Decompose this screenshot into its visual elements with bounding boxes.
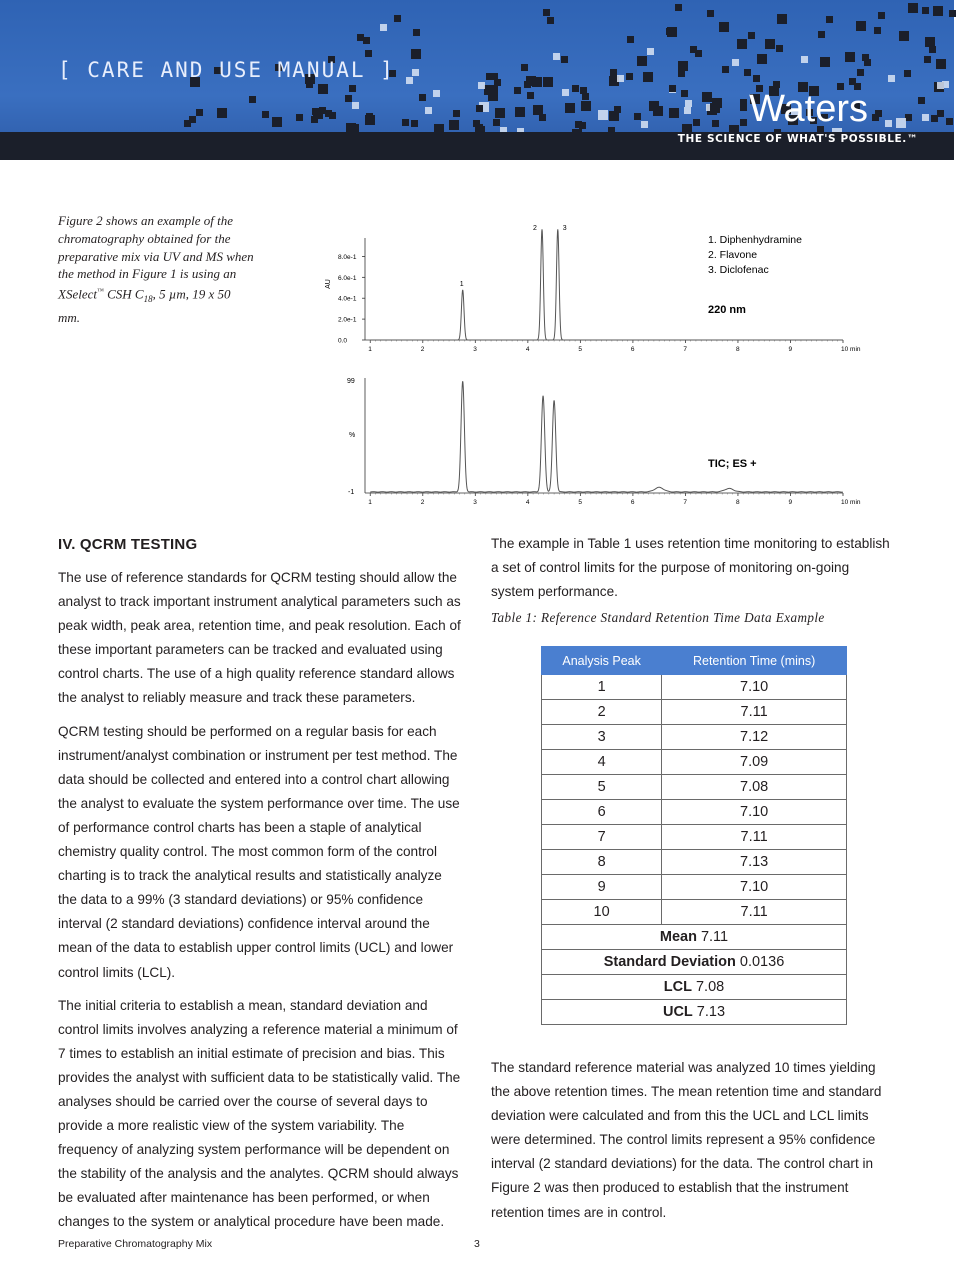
legend-item-3: 3. Diclofenac [708,264,769,276]
table-header-retention: Retention Time (mins) [662,647,847,675]
left-column [58,566,462,1244]
x-tick-label: 5 [578,499,582,506]
x-tick-label: 4 [525,346,530,353]
table-row [542,725,847,750]
peak-number-cell: 8 [542,850,662,875]
legend-item-2: 2. Flavone [708,249,758,261]
x-tick-label: 3 [473,346,477,353]
paragraph-3: The initial criteria to establish a mean, standard deviation and control limits involves analyzing a reference material a minimum of 7 times to establish an initial estimate of precision and bias. This provides the analyst with sufficient data to be statistically valid. The analyses should be carried over the course of several days to provide a more realistic view of the system variability. The frequency of analyzing system performance will be dependent on the stability of the analysis and the analytes. QCRM should always be evaluated after maintenance has been performed, or when changes to the system or analytical procedure have been made. [58,997,461,1230]
retention-time-cell: 7.10 [662,875,847,900]
peak-number-cell: 6 [542,800,662,825]
y-tick-label: 0.0 [338,337,348,345]
right-outro: The standard reference material was analyzed 10 times yielding the above retention times. The mean retention time and standard deviation were calculated and from this the UCL and LCL limits were determined. The control limits represent a 95% confidence interval (2 standard deviations) for the data. The control chart in Figure 2 was then produced to establish that the instrument retention times are in control. [491,1060,882,1220]
x-tick-label: 8 [735,499,740,506]
figure-caption: Figure 2 shows an example of the chromatography obtained for the preparative mix via UV and MS when the method in Figure 1 is using an XSelect™ CSH $C_{18}$, 5 µm, 19 x 50 mm. [58,213,254,325]
retention-time-cell: 7.11 [662,700,847,725]
peak-number-cell: 1 [542,675,662,700]
peak-label: 3 [562,225,567,232]
x-tick-label: 2 [420,499,425,506]
x-tick-label: 7 [683,346,688,353]
uv-panel [325,225,861,353]
table-row [542,900,847,925]
waters-logo: Waters [749,88,868,130]
table-row [542,775,847,800]
stat-value: 7.13 [692,1004,726,1020]
stat-cell [542,1000,847,1025]
stat-cell [542,925,847,950]
peak-number-cell: 2 [542,700,662,725]
x-tick-label: 6 [630,499,635,506]
x-tick-label: 8 [735,346,740,353]
table-row [542,825,847,850]
y-tick-label: 4.0e-1 [338,295,357,303]
x-tick-label: 5 [578,346,582,353]
legend-item-1: 1. Diphenhydramine [708,234,802,246]
retention-time-cell: 7.13 [662,850,847,875]
ms-ytick-top: 99 [347,378,355,385]
x-tick-label: 3 [473,499,477,506]
stat-label: UCL [662,1004,693,1020]
x-tick-label: 6 [630,346,635,353]
table-row [542,875,847,900]
retention-time-cell: 7.11 [662,825,847,850]
stat-cell [542,950,847,975]
section-title: IV. QCRM TESTING [58,536,198,553]
brand-tagline: THE SCIENCE OF WHAT'S POSSIBLE.™ [677,133,918,145]
ms-ytick-bottom: -1 [348,489,355,496]
right-intro: The example in Table 1 uses retention time monitoring to establish a set of control limits for the purpose of monitoring on-going system performance. [491,536,890,600]
chromatogram-svg [318,218,861,508]
table-caption: Table 1: Reference Standard Retention Time Data Example [491,610,825,625]
stat-cell [542,975,847,1000]
uv-title: 220 nm [708,304,746,316]
retention-time-table [541,646,847,1025]
ms-panel [347,378,861,506]
ms-trace-line [370,381,842,492]
peak-number-cell: 5 [542,775,662,800]
table-row [542,750,847,775]
x-tick-label: 10 min [841,499,861,506]
table-stat-row [542,975,847,1000]
footer-doc-title: Preparative Chromatography Mix [58,1238,213,1250]
x-tick-label: 9 [788,499,793,506]
paragraph-1: The use of reference standards for QCRM testing should allow the analyst to track important instrument analytical parameters such as peak width, peak area, retention time, and peak resolution. Each of these important parameters can be tracked and evaluated using control charts. The use of a high quality reference standard allows the analyst to reliably measure and track these parameters. [58,570,461,706]
table-stat-row [542,925,847,950]
header-banner [0,0,954,160]
stat-label: LCL [663,979,692,995]
peak-number-cell: 7 [542,825,662,850]
retention-time-cell: 7.09 [662,750,847,775]
table-header-peak: Analysis Peak [542,647,662,675]
uv-ylabel: AU [325,279,332,289]
x-tick-label: 7 [683,499,688,506]
ms-title: TIC; ES + [708,458,757,470]
table-stat-row [542,1000,847,1025]
retention-time-cell: 7.12 [662,725,847,750]
stat-value: 7.08 [691,979,725,995]
table-row [542,850,847,875]
stat-value: 7.11 [696,929,729,945]
x-tick-label: 4 [525,499,530,506]
peak-label: 1 [459,280,464,288]
x-tick-label: 10 min [841,346,861,353]
retention-time-cell: 7.10 [662,675,847,700]
peak-number-cell: 10 [542,900,662,925]
y-tick-label: 2.0e-1 [338,316,357,324]
manual-title: [ CARE AND USE MANUAL ] [58,58,395,82]
stat-label: Mean [659,929,697,945]
peak-label: 2 [533,225,537,232]
y-tick-label: 8.0e-1 [338,253,357,261]
page-number: 3 [474,1238,480,1250]
table-row [542,700,847,725]
x-tick-label: 1 [368,346,372,353]
paragraph-2: QCRM testing should be performed on a regular basis for each instrument/analyst combination or instrument per test method. The data should be collected and entered into a control chart allowing the analyst to evaluate the system performance over time. The use of performance control charts has been a staple of analytical chemistry quality control. The most common form of the control charting is to track the analytical results and statistically analyze the data to a 99% (3 standard deviations) or 95% confidence interval (2 standard deviations) confidence interval around the mean of the data to establish upper control limits (UCL) and lower control limits (LCL). [58,723,460,980]
x-tick-label: 1 [368,499,372,506]
peak-number-cell: 9 [542,875,662,900]
table-row [542,675,847,700]
stat-value: 0.0136 [735,954,785,970]
y-tick-label: 6.0e-1 [338,274,357,282]
retention-time-cell: 7.10 [662,800,847,825]
peak-number-cell: 3 [542,725,662,750]
peak-number-cell: 4 [542,750,662,775]
retention-time-cell: 7.08 [662,775,847,800]
ms-ylabel: % [349,432,356,439]
chromatogram-figure [318,218,861,508]
retention-time-cell: 7.11 [662,900,847,925]
stat-label: Standard Deviation [603,954,736,970]
x-tick-label: 9 [788,346,793,353]
table-row [542,800,847,825]
x-tick-label: 2 [420,346,425,353]
table-stat-row [542,950,847,975]
